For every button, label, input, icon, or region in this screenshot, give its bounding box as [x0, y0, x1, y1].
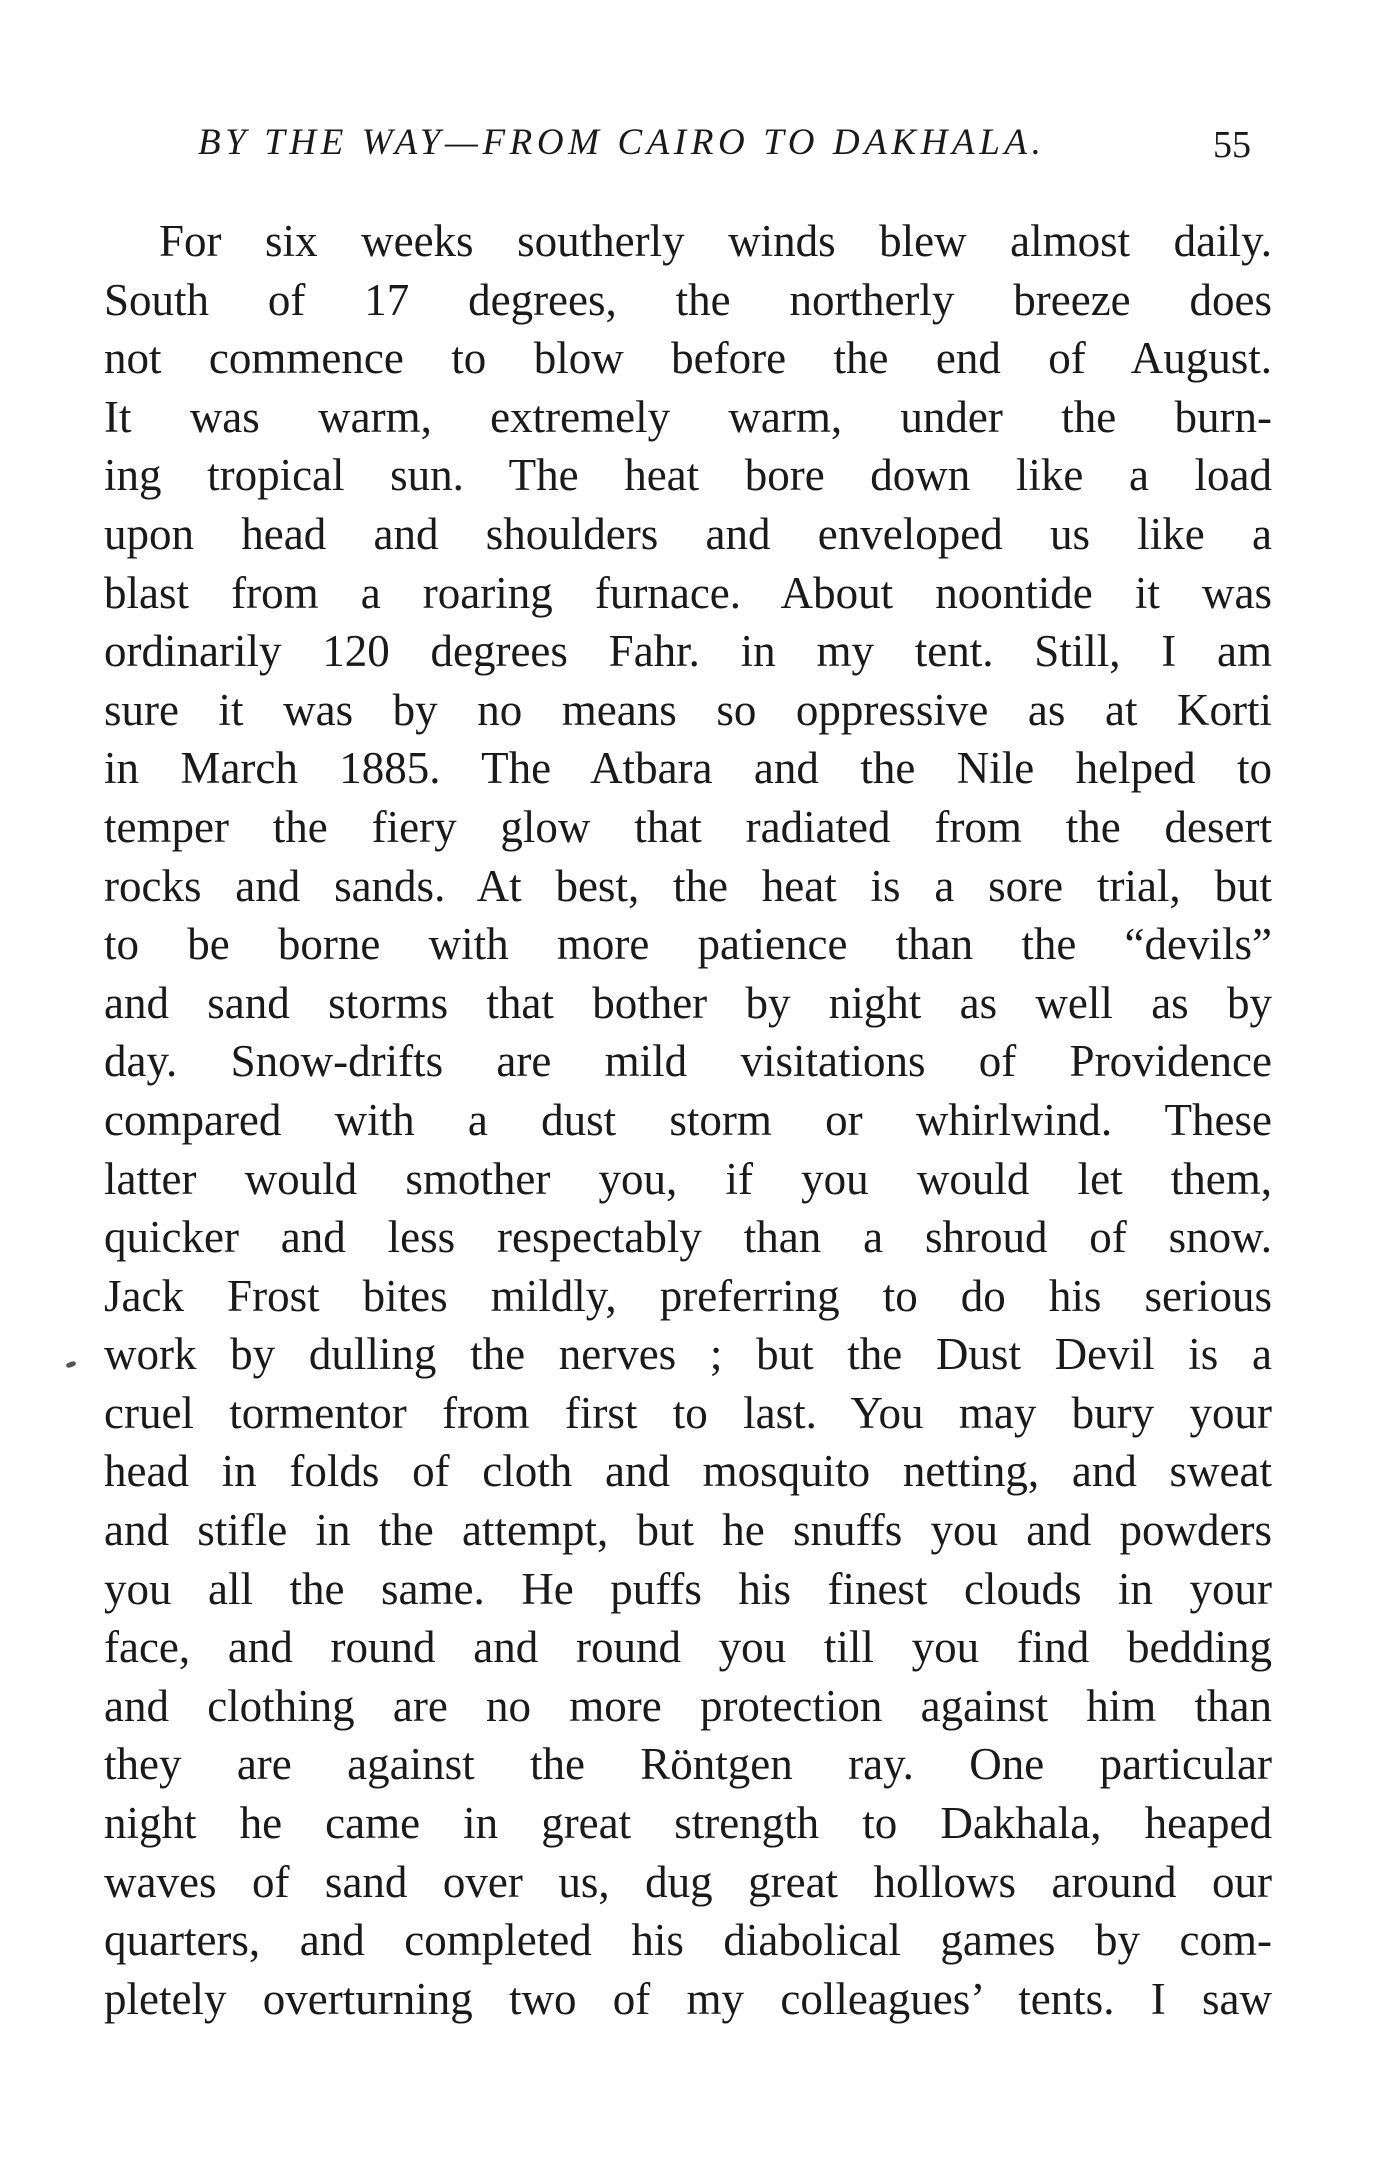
text-line: not commence to blow before the end of August. — [104, 333, 1272, 384]
page-number: 55 — [1213, 124, 1251, 166]
text-line: to be borne with more patience than the “devils” — [104, 919, 1272, 970]
ink-speck — [65, 1360, 76, 1368]
text-line: ing tropical sun. The heat bore down like a load — [104, 450, 1272, 501]
text-line: in March 1885. The Atbara and the Nile helped to — [104, 743, 1272, 794]
text-line: pletely overturning two of my colleagues’ tents. I saw — [104, 1973, 1272, 2024]
text-line: and stifle in the attempt, but he snuffs you and powders — [104, 1505, 1272, 1556]
text-line: latter would smother you, if you would let them, — [104, 1153, 1272, 1204]
text-line: South of 17 degrees, the northerly breeze does — [104, 274, 1272, 325]
text-line: It was warm, extremely warm, under the burn- — [104, 391, 1272, 442]
text-line: quicker and less respectably than a shroud of snow. — [104, 1212, 1272, 1263]
text-line: ordinarily 120 degrees Fahr. in my tent. Still, I am — [104, 626, 1272, 677]
text-line: work by dulling the nerves ; but the Dust Devil is a — [104, 1329, 1272, 1380]
text-line: upon head and shoulders and enveloped us like a — [104, 508, 1272, 559]
text-line: day. Snow-drifts are mild visitations of Providence — [104, 1036, 1272, 1087]
text-line: and clothing are no more protection against him than — [104, 1680, 1272, 1731]
page-header — [0, 118, 1379, 168]
text-line: blast from a roaring furnace. About noontide it was — [104, 567, 1272, 618]
text-line: quarters, and completed his diabolical games by com- — [104, 1915, 1272, 1966]
body-paragraph — [104, 212, 1272, 2028]
text-line: waves of sand over us, dug great hollows around our — [104, 1856, 1272, 1907]
text-line: head in folds of cloth and mosquito netting, and sweat — [104, 1446, 1272, 1497]
text-line: temper the fiery glow that radiated from the desert — [104, 801, 1272, 852]
text-line: cruel tormentor from first to last. You may bury your — [104, 1387, 1272, 1438]
text-line: rocks and sands. At best, the heat is a sore trial, but — [104, 860, 1272, 911]
text-line: compared with a dust storm or whirlwind. These — [104, 1094, 1272, 1145]
text-line: night he came in great strength to Dakhala, heaped — [104, 1798, 1272, 1849]
running-title: BY THE WAY—FROM CAIRO TO DAKHALA. — [198, 122, 1046, 163]
text-line: face, and round and round you till you find bedding — [104, 1622, 1272, 1673]
text-line: and sand storms that bother by night as well as by — [104, 977, 1272, 1028]
text-line: you all the same. He puffs his finest clouds in your — [104, 1563, 1272, 1614]
text-line: sure it was by no means so oppressive as at Korti — [104, 684, 1272, 735]
text-line: For six weeks southerly winds blew almost daily. — [159, 216, 1272, 266]
text-line: they are against the Röntgen ray. One particular — [104, 1739, 1272, 1790]
text-line: Jack Frost bites mildly, preferring to do his serious — [104, 1270, 1272, 1321]
